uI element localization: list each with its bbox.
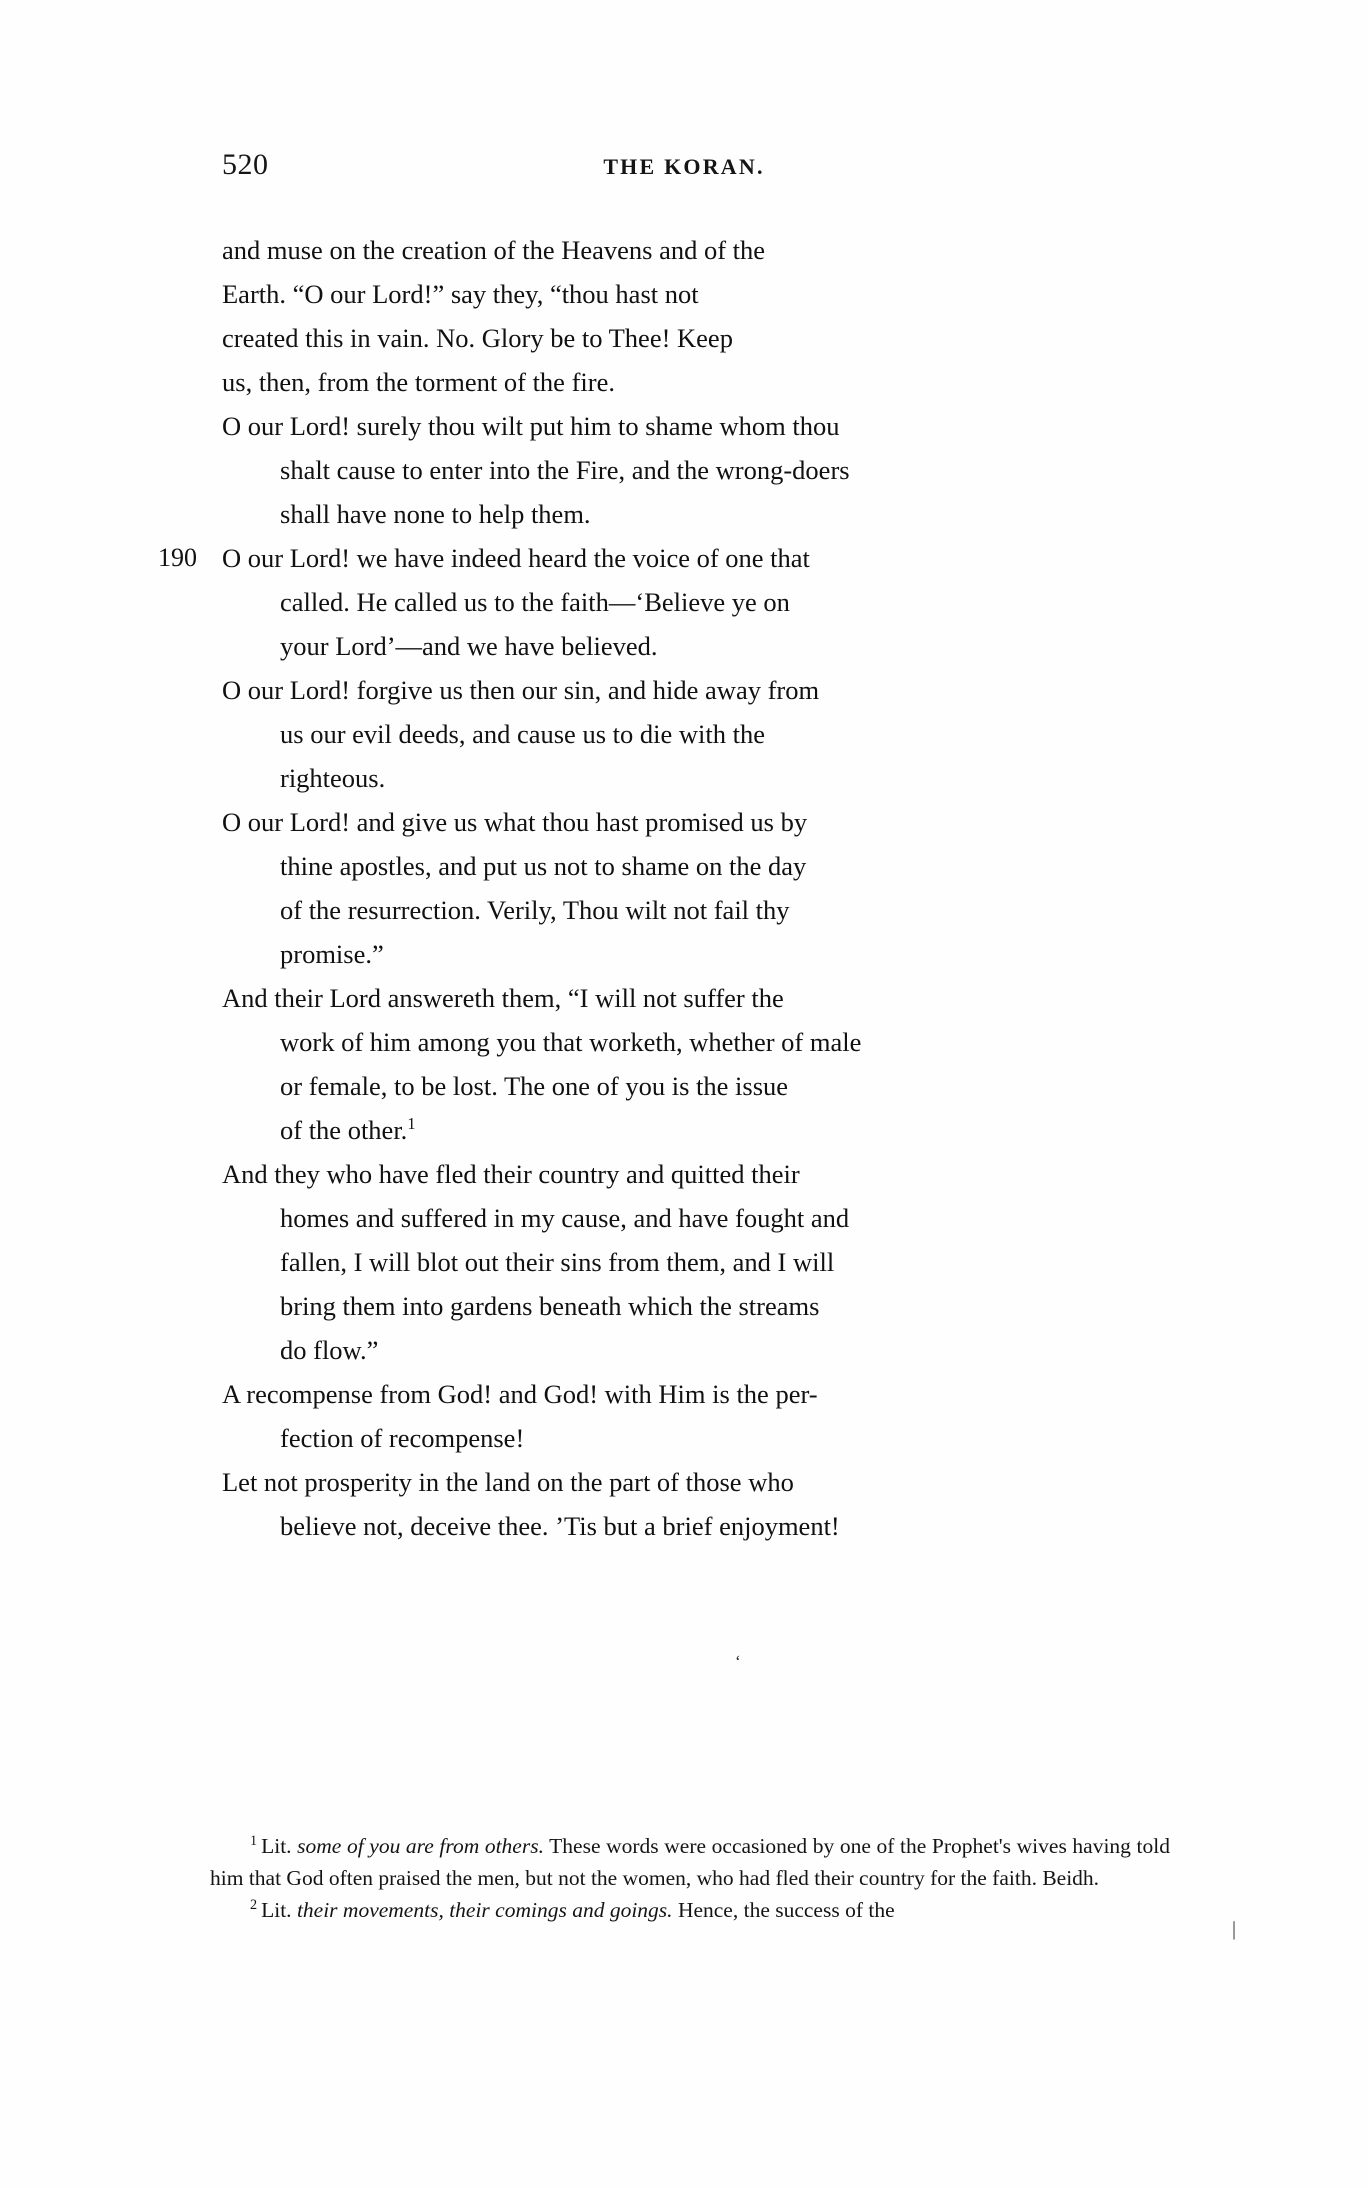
footnote-2 xyxy=(210,1894,1170,1926)
footnote-marker: 2 xyxy=(250,1896,258,1913)
footnote-ref-1: 1 xyxy=(407,1114,416,1134)
text-line: created this in vain. No. Glory be to Thee! Keep xyxy=(222,323,733,353)
text-line: shalt cause to enter into the Fire, and the wrong-doers xyxy=(280,455,850,485)
text-line: or female, to be lost. The one of you is the issue xyxy=(280,1071,789,1101)
text-line: work of him among you that worketh, whether of male xyxy=(280,1027,862,1057)
text-line: And they who have fled their country and quitted their xyxy=(222,1159,800,1189)
footnote-text-body: These words were occasioned by one of the Prophet's wives having told him that God often praised the men, but not the women, who had fled their country for the faith. Beidh. xyxy=(210,1834,1170,1890)
text-line: Earth. “O our Lord!” say they, “thou hast not xyxy=(222,279,699,309)
text-line: us, then, from the torment of the fire. xyxy=(222,367,615,397)
text-line: promise.” xyxy=(280,939,384,969)
text-line: shall have none to help them. xyxy=(280,499,591,529)
footnote-text-body: Hence, the success of the xyxy=(672,1898,895,1922)
footnote-text-italic: some of you are from others. xyxy=(297,1834,544,1858)
text-line: of the other.$^1$ xyxy=(280,1114,416,1145)
paragraph-with-verse-number xyxy=(158,536,1152,668)
text-line: righteous. xyxy=(280,763,386,793)
stray-ink-mark: ‘ xyxy=(735,1652,741,1671)
main-text-block xyxy=(158,228,1152,1548)
footnotes-section xyxy=(210,1830,1170,1926)
text-line: fallen, I will blot out their sins from them, and I will xyxy=(280,1247,835,1277)
footnote-text-lead: Lit. xyxy=(261,1898,297,1922)
text-line: O our Lord! we have indeed heard the voice of one that xyxy=(222,543,810,573)
text-line: do flow.” xyxy=(280,1335,379,1365)
text-line: your Lord’—and we have believed. xyxy=(280,631,658,661)
text-line: called. He called us to the faith—‘Believe ye on xyxy=(280,587,790,617)
footnote-marker: 1 xyxy=(250,1832,258,1849)
text-line: fection of recompense! xyxy=(280,1423,525,1453)
text-line: And their Lord answereth them, “I will not suffer the xyxy=(222,983,784,1013)
text-line: believe not, deceive thee. ’Tis but a brief enjoyment! xyxy=(280,1511,840,1541)
text-line: bring them into gardens beneath which the streams xyxy=(280,1291,820,1321)
paragraph xyxy=(222,1372,1152,1460)
text-line: O our Lord! and give us what thou hast promised us by xyxy=(222,807,808,837)
footnote-text-lead: Lit. xyxy=(261,1834,298,1858)
page-number: 520 xyxy=(222,148,269,181)
paragraph xyxy=(222,404,1152,536)
text-line: O our Lord! forgive us then our sin, and hide away from xyxy=(222,675,820,705)
text-line: homes and suffered in my cause, and have fought and xyxy=(280,1203,850,1233)
verse-number: 190 xyxy=(158,543,197,572)
page-header xyxy=(0,148,1368,188)
running-head: THE KORAN. xyxy=(603,154,765,179)
paragraph xyxy=(222,800,1152,976)
text-line: of the resurrection. Verily, Thou wilt not fail thy xyxy=(280,895,790,925)
text-line: A recompense from God! and God! with Him is the per- xyxy=(222,1379,818,1409)
text-line: O our Lord! surely thou wilt put him to shame whom thou xyxy=(222,411,840,441)
paragraph xyxy=(222,1152,1152,1372)
paragraph xyxy=(222,1460,1152,1548)
text-line: us our evil deeds, and cause us to die with the xyxy=(280,719,765,749)
footnote-1 xyxy=(210,1830,1170,1894)
page-edge-mark: | xyxy=(1232,1918,1237,1940)
text-line: thine apostles, and put us not to shame on the day xyxy=(280,851,807,881)
text-line: and muse on the creation of the Heavens and of the xyxy=(222,235,766,265)
paragraph xyxy=(222,228,1152,404)
paragraph xyxy=(222,976,1152,1152)
paragraph xyxy=(222,668,1152,800)
text-line: Let not prosperity in the land on the part of those who xyxy=(222,1467,794,1497)
footnote-text-italic: their movements, their comings and goings. xyxy=(296,1898,673,1922)
